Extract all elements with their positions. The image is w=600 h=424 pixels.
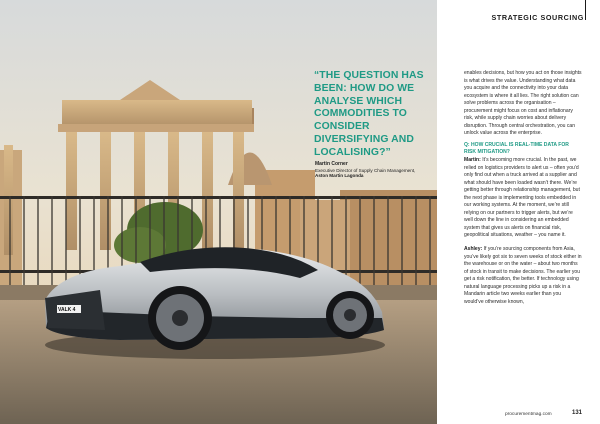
answer-text: If you’re sourcing components from Asia, you’ve likely got six to seven weeks of stock either in the warehouse or on the water – about two months of stock in transit to make decisions. The earlier you get a risk notification, the better. If technology using natural language processing picks up a risk in a Mandarin article two weeks earlier than you would’ve otherwise known, [464, 246, 582, 305]
article-column [464, 70, 582, 306]
page-number: 131 [572, 410, 583, 416]
article-intro: enables decisions, but how you act on those insights is what drives the value. Understanding what data you acquire and the connectivity into your data ecosystem is where it all lies. The right solution can solve problems across the organisation – procurement might focus on cost and inflationary risk, while supply chain worries about delivery disruption. Through central orchestration, you can unlock value across the enterprise. [464, 70, 582, 137]
license-plate: VALK 4 [58, 307, 76, 313]
quote-attribution [315, 162, 435, 179]
answer-paragraph-1 [464, 157, 582, 240]
answer-text: It’s becoming more crucial. In the past, we relied on logistics providers to alert us – often you’d only find out when a truck arrived at a supplier and what should have been loaded wasn’t there. We’re getting better through relationship management, but the next phase is implementing tools embedded in our working systems. At the moment, we’re still relying on our partners to trigger alerts, but we’re well down the line in considering an embedded system that gives us alerts on financial risk, geopolitical situations, weather – you name it. [464, 157, 580, 239]
attribution-title: Executive Director of Supply Chain Management, [315, 167, 416, 173]
speaker-label: Ashley: [464, 246, 483, 253]
header-rule [585, 0, 587, 20]
attribution-company: Aston Martin Lagonda [315, 173, 364, 179]
answer-paragraph-2 [464, 246, 582, 306]
section-label: STRATEGIC SOURCING [491, 13, 584, 22]
attribution-name: Martin Corner [315, 161, 348, 167]
speaker-label: Martin: [464, 157, 481, 164]
article-question: Q: HOW CRUCIAL IS REAL-TIME DATA FOR RISK MITIGATION? [464, 141, 569, 156]
pull-quote: “THE QUESTION HAS BEEN: HOW DO WE ANALYSE WHICH COMMODITIES TO CONSIDER DIVERSIFYING AND LOCALISING?” [314, 70, 424, 158]
footer-url: procurementmag.com [505, 412, 552, 417]
